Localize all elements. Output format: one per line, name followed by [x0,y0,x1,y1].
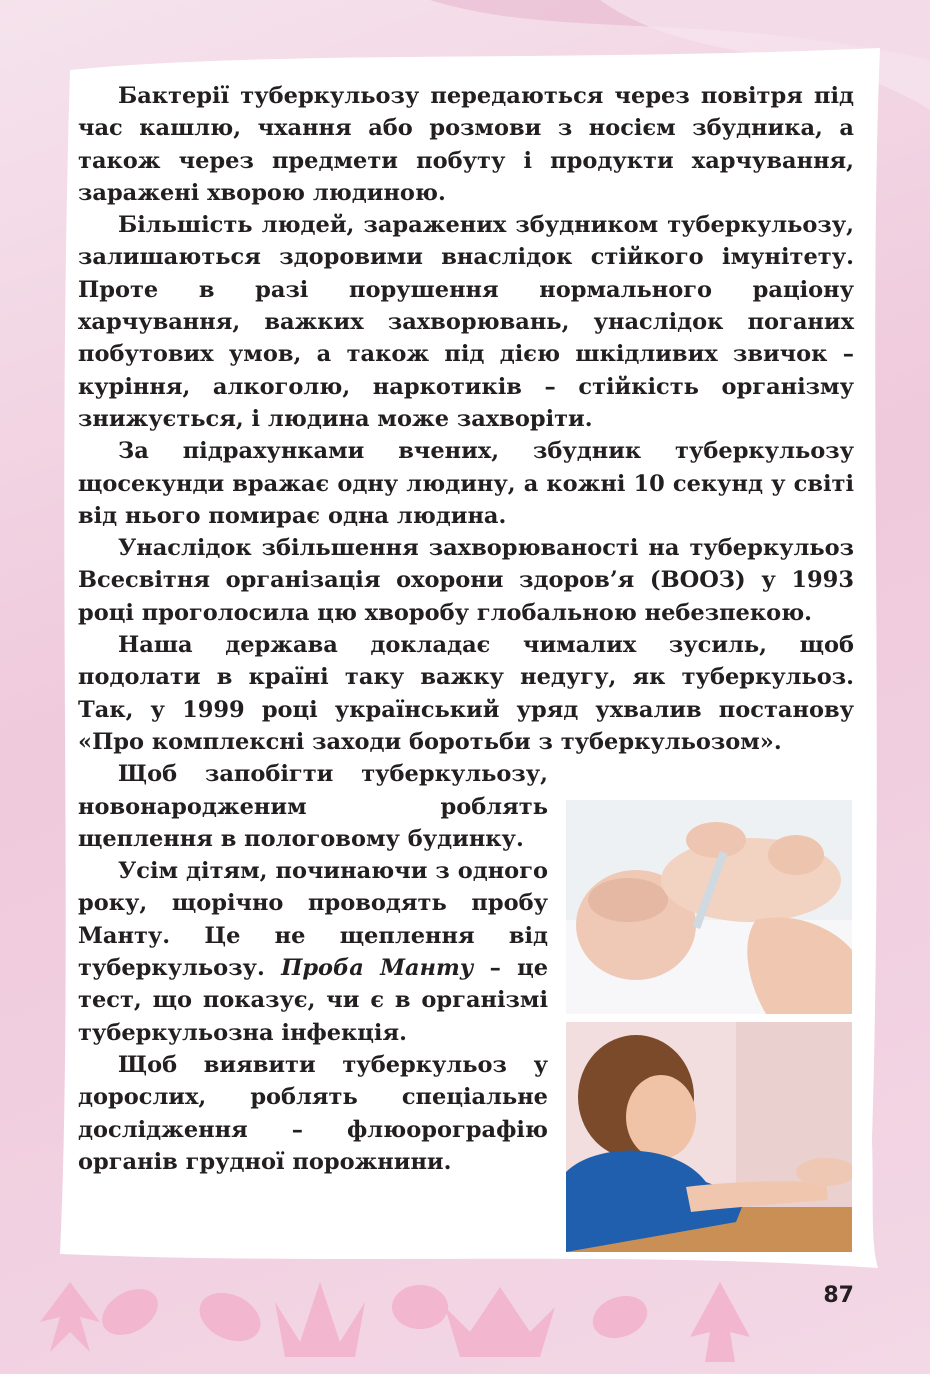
paragraph-immunity: Більшість людей, заражених збудником туберкульозу, залишаються здоровими внаслідок стійкого імунітету. Проте в разі порушення нормального раціону харчування, важких захворювань, унаслідок поганих побутових умов, а також під дією шкідливих звичок – куріння, алкоголю, наркотиків – стійкість організму знижується, і людина може захворіти. [78,212,854,432]
paragraph-statistics: За підрахунками вчених, збудник туберкульозу щосекунди вражає одну людину, а кожні 10 секунд у світі від нього помирає одна людина. [78,438,854,529]
mantoux-term: Проба Манту [281,955,474,982]
paragraph-vaccination: Щоб запобігти туберкульозу, новонародженим роблять щеплення в пологовому будинку. [78,761,548,852]
page-number: 87 [823,1283,854,1308]
paragraph-state-efforts: Наша держава докладає чималих зусиль, щоб подолати в країні таку важку недугу, як туберкульоз. Так, у 1999 році український уряд ухвалив постанову «Про комплексні заходи боротьби з туберкульозом». [78,632,854,755]
paragraph-mantoux [78,855,548,1049]
paragraph-transmission: Бактерії туберкульозу передаються через повітря під час кашлю, чхання або розмови з носієм збудника, а також через предмети побуту і продукти харчування, заражені хворою людиною. [78,83,854,206]
decorative-leaves [0,1262,930,1374]
baby-vaccination-photo [566,800,852,1014]
mantoux-text-after: – це тест, що показує, чи є в організмі туберкульозна інфекція. [78,955,549,1046]
mantoux-text-before: Усім дітям, починаючи з одного року, щорічно проводять пробу Манту. Це не щеплення від туберкульозу. [78,858,548,982]
child-mantoux-test-photo [566,1022,852,1252]
paragraph-fluorography: Щоб виявити туберкульоз у дорослих, роблять спеціальне дослідження – флюорографію органів грудної порожнини. [78,1051,548,1175]
paragraph-who: Унаслідок збільшення захворюваності на туберкульоз Всесвітня організація охорони здоров’я (ВООЗ) у 1993 році проголосила цю хворобу глобальною небезпекою. [78,535,854,626]
